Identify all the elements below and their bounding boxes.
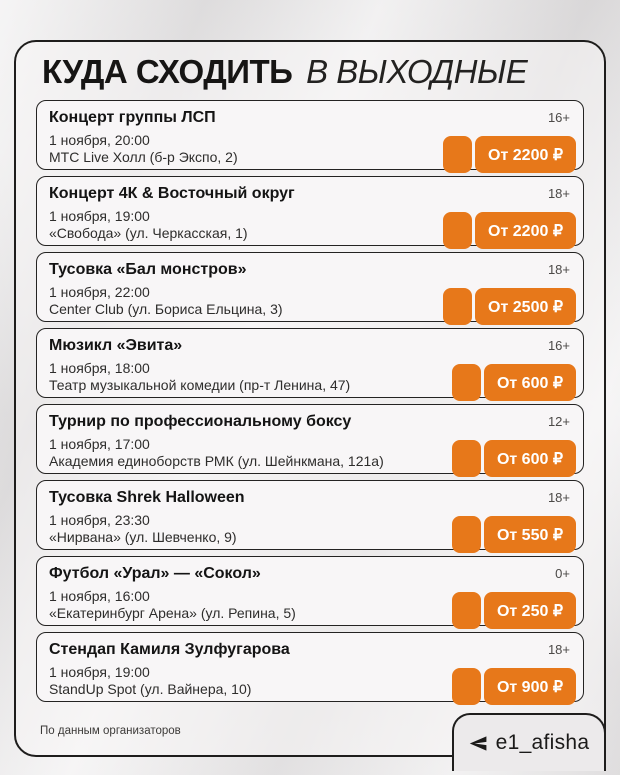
- event-card: [36, 328, 584, 398]
- event-title: Турнир по профессиональному боксу: [49, 413, 352, 430]
- event-datetime: 1 ноября, 19:00: [49, 664, 150, 680]
- event-datetime: 1 ноября, 23:30: [49, 512, 150, 528]
- age-rating-badge: 0+: [555, 566, 570, 581]
- price-ticket: [443, 288, 576, 325]
- price-label: От 550 ₽: [484, 516, 576, 553]
- event-datetime: 1 ноября, 17:00: [49, 436, 150, 452]
- age-rating-badge: 16+: [547, 110, 570, 125]
- event-venue: «Екатеринбург Арена» (ул. Репина, 5): [49, 605, 296, 621]
- ticket-stub: [443, 212, 472, 249]
- channel-name: e1_afisha: [495, 731, 590, 754]
- event-datetime: 1 ноября, 20:00: [49, 132, 150, 148]
- price-ticket: [443, 212, 576, 249]
- event-card: [36, 404, 584, 474]
- event-datetime: 1 ноября, 22:00: [49, 284, 150, 300]
- event-card: [36, 100, 584, 170]
- page-title-bold: КУДА СХОДИТЬ: [42, 53, 293, 90]
- event-title: Концерт группы ЛСП: [49, 109, 216, 126]
- age-rating-badge: 12+: [547, 414, 570, 429]
- price-label: От 600 ₽: [484, 440, 576, 477]
- age-rating-badge: 18+: [547, 642, 570, 657]
- event-venue: Center Club (ул. Бориса Ельцина, 3): [49, 301, 283, 317]
- ticket-stub: [452, 668, 481, 705]
- event-venue: «Свобода» (ул. Черкасская, 1): [49, 225, 248, 241]
- event-datetime: 1 ноября, 19:00: [49, 208, 150, 224]
- price-label: От 2500 ₽: [475, 288, 576, 325]
- price-ticket: [452, 668, 576, 705]
- ticket-stub: [452, 364, 481, 401]
- ticket-stub: [443, 136, 472, 173]
- event-datetime: 1 ноября, 18:00: [49, 360, 150, 376]
- event-title: Тусовка «Бал монстров»: [49, 261, 247, 278]
- price-ticket: [452, 592, 576, 629]
- event-card: [36, 480, 584, 550]
- event-title: Мюзикл «Эвита»: [49, 337, 183, 354]
- event-card: [36, 556, 584, 626]
- event-datetime: 1 ноября, 16:00: [49, 588, 150, 604]
- event-venue: МТС Live Холл (б-р Экспо, 2): [49, 149, 238, 165]
- event-venue: «Нирвана» (ул. Шевченко, 9): [49, 529, 237, 545]
- price-label: От 900 ₽: [484, 668, 576, 705]
- event-title: Тусовка Shrek Halloween: [49, 489, 245, 506]
- price-ticket: [452, 516, 576, 553]
- event-venue: Театр музыкальной комедии (пр-т Ленина, 47): [49, 377, 351, 393]
- price-label: От 600 ₽: [484, 364, 576, 401]
- age-rating-badge: 18+: [547, 262, 570, 277]
- price-label: От 2200 ₽: [475, 212, 576, 249]
- event-card: [36, 176, 584, 246]
- price-ticket: [452, 440, 576, 477]
- poster-card: [14, 40, 606, 757]
- event-title: Футбол «Урал» — «Сокол»: [49, 565, 261, 582]
- telegram-icon: [469, 734, 488, 753]
- price-label: От 250 ₽: [484, 592, 576, 629]
- event-title: Стендап Камиля Зулфугарова: [49, 641, 290, 658]
- footer-source: По данным организаторов: [40, 725, 181, 737]
- event-card: [36, 252, 584, 322]
- event-venue: Академия единоборств РМК (ул. Шейнкмана, 121а): [49, 453, 384, 469]
- ticket-stub: [452, 440, 481, 477]
- channel-tab[interactable]: [452, 713, 606, 771]
- event-list: [36, 100, 584, 702]
- price-ticket: [443, 136, 576, 173]
- ticket-stub: [452, 516, 481, 553]
- price-label: От 2200 ₽: [475, 136, 576, 173]
- price-ticket: [452, 364, 576, 401]
- event-card: [36, 632, 584, 702]
- ticket-stub: [443, 288, 472, 325]
- event-venue: StandUp Spot (ул. Вайнера, 10): [49, 681, 252, 697]
- page-title: [42, 52, 604, 92]
- age-rating-badge: 16+: [547, 338, 570, 353]
- page-title-italic: В ВЫХОДНЫЕ: [306, 53, 528, 90]
- age-rating-badge: 18+: [547, 490, 570, 505]
- event-title: Концерт 4К & Восточный округ: [49, 185, 295, 202]
- age-rating-badge: 18+: [547, 186, 570, 201]
- ticket-stub: [452, 592, 481, 629]
